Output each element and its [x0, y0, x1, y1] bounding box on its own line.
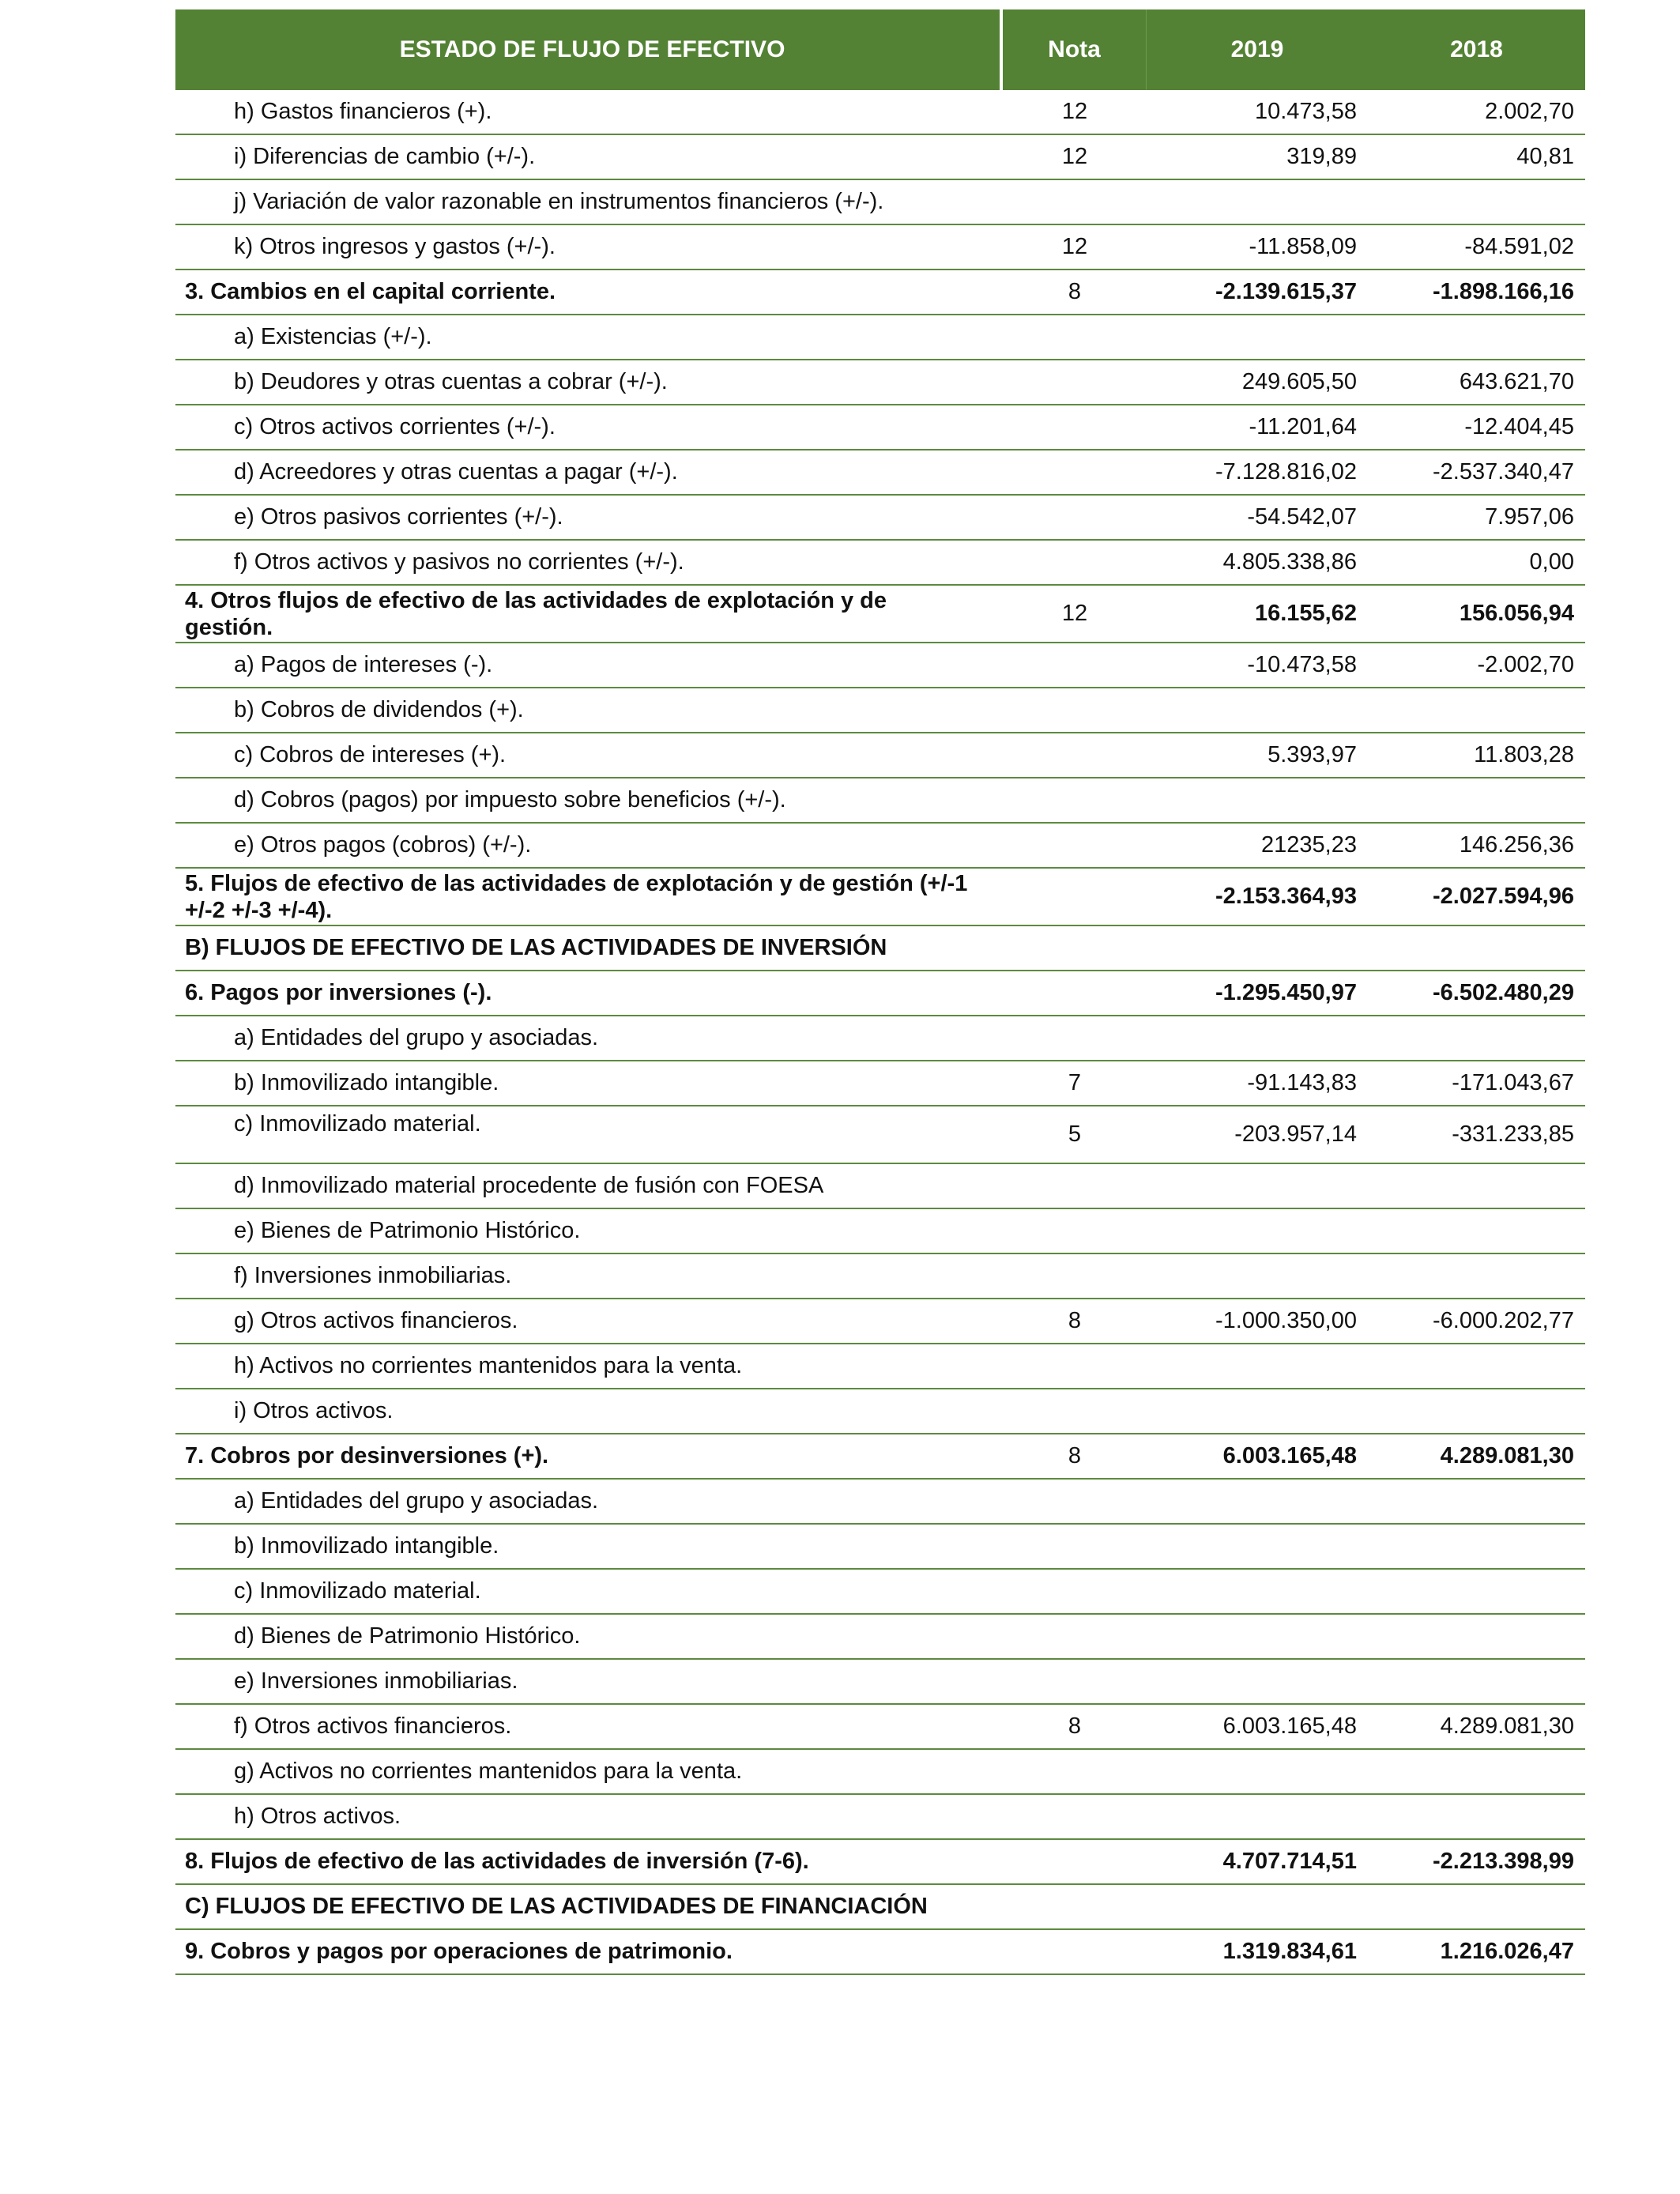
- row-value-2019: -10.473,58: [1247, 652, 1357, 677]
- row-label: b) Deudores y otras cuentas a cobrar (+/-).: [234, 369, 668, 394]
- table-row: [175, 733, 1585, 778]
- row-value-2019: [1147, 1525, 1368, 1568]
- row-label: d) Acreedores y otras cuentas a pagar (+/-).: [234, 459, 678, 484]
- row-nota: 8: [1068, 1443, 1082, 1468]
- row-nota: 7: [1068, 1070, 1082, 1095]
- row-nota: [1003, 450, 1147, 494]
- row-value-2019: -7.128.816,02: [1215, 459, 1357, 484]
- row-value-2018: [1368, 1570, 1585, 1613]
- table-row: [175, 225, 1585, 270]
- table-row: [175, 1480, 1585, 1525]
- row-value-2018: 146.256,36: [1459, 832, 1574, 858]
- row-label: d) Inmovilizado material procedente de fusión con FOESA: [234, 1173, 824, 1198]
- table-row: [175, 1840, 1585, 1885]
- row-label: c) Otros activos corrientes (+/-).: [234, 414, 556, 439]
- row-nota: [1003, 1795, 1147, 1838]
- row-nota: [1003, 180, 1147, 224]
- row-label: h) Activos no corrientes mantenidos para la venta.: [234, 1353, 743, 1378]
- table-row: [175, 1570, 1585, 1615]
- row-value-2019: 16.155,62: [1254, 601, 1357, 626]
- row-value-2018: 4.289.081,30: [1440, 1713, 1574, 1739]
- row-value-2018: -6.502.480,29: [1433, 980, 1574, 1005]
- table-row: [175, 869, 1585, 926]
- header-2018: 2018: [1450, 36, 1503, 62]
- row-value-2019: -1.000.350,00: [1215, 1308, 1357, 1333]
- row-label: g) Otros activos financieros.: [234, 1308, 518, 1333]
- row-nota: [1003, 1254, 1147, 1298]
- table-row: [175, 1209, 1585, 1254]
- table-row: [175, 90, 1585, 135]
- row-nota: [1003, 778, 1147, 822]
- table-row: [175, 1106, 1585, 1164]
- row-label: g) Activos no corrientes mantenidos para la venta.: [234, 1759, 743, 1784]
- row-label: 5. Flujos de efectivo de las actividades de explotación y de gestión (+/-1 +/-2 +/-3 +/-4).: [185, 870, 968, 923]
- row-label: b) Cobros de dividendos (+).: [234, 697, 524, 722]
- row-value-2019: -91.143,83: [1247, 1070, 1357, 1095]
- row-nota: [1003, 1750, 1147, 1793]
- row-label: 3. Cambios en el capital corriente.: [185, 279, 556, 304]
- table-row: [175, 643, 1585, 688]
- row-value-2019: [1147, 688, 1368, 732]
- row-value-2018: 1.216.026,47: [1440, 1939, 1574, 1964]
- row-value-2018: 4.289.081,30: [1440, 1443, 1574, 1468]
- row-value-2018: 2.002,70: [1485, 99, 1574, 124]
- row-nota: 5: [1068, 1122, 1082, 1147]
- row-nota: [1003, 971, 1147, 1015]
- row-label: k) Otros ingresos y gastos (+/-).: [234, 234, 556, 259]
- row-label: i) Diferencias de cambio (+/-).: [234, 144, 536, 169]
- table-row: [175, 541, 1585, 586]
- row-value-2018: [1368, 1525, 1585, 1568]
- row-value-2019: [1147, 1016, 1368, 1060]
- row-nota: 8: [1068, 1713, 1082, 1739]
- row-value-2019: [1147, 315, 1368, 359]
- section-heading: C) FLUJOS DE EFECTIVO DE LAS ACTIVIDADES DE FINANCIACIÓN: [185, 1894, 928, 1919]
- row-label: 8. Flujos de efectivo de las actividades de inversión (7-6).: [185, 1849, 809, 1874]
- row-value-2018: -1.898.166,16: [1433, 279, 1574, 304]
- row-label: e) Inversiones inmobiliarias.: [234, 1668, 518, 1694]
- table-row: [175, 971, 1585, 1016]
- row-label: 7. Cobros por desinversiones (+).: [185, 1443, 549, 1468]
- row-value-2018: [1368, 1016, 1585, 1060]
- row-label: b) Inmovilizado intangible.: [234, 1070, 499, 1095]
- table-row: [175, 1389, 1585, 1434]
- row-nota: [1003, 541, 1147, 584]
- row-label: 6. Pagos por inversiones (-).: [185, 980, 492, 1005]
- row-value-2018: 40,81: [1516, 144, 1574, 169]
- row-label: 4. Otros flujos de efectivo de las actividades de explotación y de gestión.: [185, 587, 887, 640]
- row-value-2019: [1147, 1570, 1368, 1613]
- row-nota: [1003, 1164, 1147, 1208]
- section-heading-row: [175, 926, 1585, 971]
- row-label: 9. Cobros y pagos por operaciones de patrimonio.: [185, 1939, 733, 1964]
- row-value-2018: [1368, 1480, 1585, 1523]
- row-value-2019: [1147, 1480, 1368, 1523]
- row-value-2018: -2.213.398,99: [1433, 1849, 1574, 1874]
- table-row: [175, 405, 1585, 450]
- table-row: [175, 360, 1585, 405]
- row-value-2018: [1368, 180, 1585, 224]
- table-row: [175, 496, 1585, 541]
- table-header: [175, 9, 1585, 90]
- row-value-2018: [1368, 1795, 1585, 1838]
- row-value-2019: -2.153.364,93: [1215, 884, 1357, 909]
- row-value-2018: [1368, 315, 1585, 359]
- row-value-2019: [1147, 1615, 1368, 1658]
- row-value-2018: [1368, 1660, 1585, 1703]
- row-value-2019: 1.319.834,61: [1222, 1939, 1357, 1964]
- row-nota: [1003, 1660, 1147, 1703]
- table-row: [175, 1434, 1585, 1480]
- table-row: [175, 1164, 1585, 1209]
- row-nota: [1003, 1344, 1147, 1388]
- table-row: [175, 1016, 1585, 1061]
- row-nota: [1003, 1840, 1147, 1883]
- section-heading-row: [175, 1885, 1585, 1930]
- row-nota: [1003, 315, 1147, 359]
- row-value-2018: [1368, 778, 1585, 822]
- row-value-2018: [1368, 1254, 1585, 1298]
- row-value-2018: -2.537.340,47: [1433, 459, 1574, 484]
- row-value-2018: [1368, 1389, 1585, 1433]
- row-value-2019: -2.139.615,37: [1215, 279, 1357, 304]
- row-nota: [1003, 360, 1147, 404]
- table-row: [175, 1254, 1585, 1299]
- row-label: j) Variación de valor razonable en instrumentos financieros (+/-).: [234, 189, 884, 214]
- row-label: f) Otros activos financieros.: [234, 1713, 512, 1739]
- table-row: [175, 1660, 1585, 1705]
- row-nota: [1003, 1209, 1147, 1253]
- row-nota: [1003, 869, 1147, 925]
- cash-flow-table: [175, 9, 1585, 1975]
- row-nota: 8: [1068, 1308, 1082, 1333]
- table-row: [175, 1615, 1585, 1660]
- row-nota: [1003, 733, 1147, 777]
- table-row: [175, 824, 1585, 869]
- row-value-2019: 249.605,50: [1241, 369, 1357, 394]
- row-value-2019: -11.858,09: [1249, 234, 1357, 259]
- section-heading: B) FLUJOS DE EFECTIVO DE LAS ACTIVIDADES DE INVERSIÓN: [185, 935, 887, 960]
- table-row: [175, 1525, 1585, 1570]
- row-value-2019: 6.003.165,48: [1222, 1713, 1357, 1739]
- header-title: ESTADO DE FLUJO DE EFECTIVO: [175, 9, 1003, 90]
- row-nota: [1003, 824, 1147, 867]
- table-row: [175, 270, 1585, 315]
- table-row: [175, 315, 1585, 360]
- table-row: [175, 1705, 1585, 1750]
- row-value-2019: 319,89: [1286, 144, 1357, 169]
- row-nota: [1003, 1930, 1147, 1973]
- row-value-2018: [1368, 1164, 1585, 1208]
- row-value-2019: [1147, 1750, 1368, 1793]
- row-value-2018: 0,00: [1529, 549, 1574, 575]
- row-label: a) Entidades del grupo y asociadas.: [234, 1488, 599, 1514]
- row-value-2018: [1368, 688, 1585, 732]
- row-nota: 8: [1068, 279, 1082, 304]
- row-value-2018: 156.056,94: [1459, 601, 1574, 626]
- table-row: [175, 1795, 1585, 1840]
- table-row: [175, 586, 1585, 643]
- row-label: b) Inmovilizado intangible.: [234, 1533, 499, 1559]
- row-nota: 12: [1061, 234, 1088, 259]
- table-row: [175, 180, 1585, 225]
- row-label: c) Inmovilizado material.: [234, 1111, 481, 1137]
- table-row: [175, 1299, 1585, 1344]
- row-nota: [1003, 1016, 1147, 1060]
- row-value-2018: -12.404,45: [1464, 414, 1574, 439]
- row-nota: [1003, 1615, 1147, 1658]
- row-value-2019: 10.473,58: [1254, 99, 1357, 124]
- row-nota: [1003, 1389, 1147, 1433]
- row-value-2019: [1147, 1795, 1368, 1838]
- table-row: [175, 1930, 1585, 1975]
- row-label: a) Pagos de intereses (-).: [234, 652, 493, 677]
- row-label: f) Otros activos y pasivos no corrientes (+/-).: [234, 549, 684, 575]
- table-row: [175, 1061, 1585, 1106]
- row-nota: [1003, 1570, 1147, 1613]
- row-value-2019: 4.805.338,86: [1222, 549, 1357, 575]
- row-label: a) Existencias (+/-).: [234, 324, 432, 349]
- header-nota: Nota: [1003, 9, 1147, 90]
- row-value-2019: [1147, 1344, 1368, 1388]
- table-row: [175, 450, 1585, 496]
- row-value-2019: 4.707.714,51: [1222, 1849, 1357, 1874]
- row-label: c) Cobros de intereses (+).: [234, 742, 507, 767]
- row-value-2018: 643.621,70: [1459, 369, 1574, 394]
- row-value-2019: [1147, 1164, 1368, 1208]
- table-row: [175, 778, 1585, 824]
- row-value-2018: [1368, 1344, 1585, 1388]
- row-value-2018: -331.233,85: [1452, 1122, 1574, 1147]
- row-label: e) Otros pagos (cobros) (+/-).: [234, 832, 532, 858]
- row-value-2018: [1368, 1209, 1585, 1253]
- row-value-2019: [1147, 180, 1368, 224]
- row-nota: [1003, 1480, 1147, 1523]
- row-value-2018: -2.002,70: [1477, 652, 1574, 677]
- row-value-2019: [1147, 778, 1368, 822]
- row-label: e) Otros pasivos corrientes (+/-).: [234, 504, 563, 530]
- row-label: h) Otros activos.: [234, 1804, 401, 1829]
- row-nota: 12: [1061, 144, 1088, 169]
- row-value-2018: -171.043,67: [1452, 1070, 1574, 1095]
- row-value-2018: [1368, 1615, 1585, 1658]
- row-nota: [1003, 643, 1147, 687]
- row-label: d) Cobros (pagos) por impuesto sobre beneficios (+/-).: [234, 787, 786, 812]
- row-value-2019: 21235,23: [1261, 832, 1357, 858]
- row-value-2019: -54.542,07: [1247, 504, 1357, 530]
- row-value-2019: [1147, 1254, 1368, 1298]
- row-label: c) Inmovilizado material.: [234, 1578, 481, 1604]
- table-row: [175, 1750, 1585, 1795]
- row-value-2019: 5.393,97: [1268, 742, 1357, 767]
- row-label: h) Gastos financieros (+).: [234, 99, 492, 124]
- row-value-2018: -84.591,02: [1464, 234, 1574, 259]
- row-value-2019: [1147, 1389, 1368, 1433]
- row-value-2018: 11.803,28: [1474, 742, 1574, 767]
- row-value-2018: -2.027.594,96: [1433, 884, 1574, 909]
- table-row: [175, 688, 1585, 733]
- row-value-2018: -6.000.202,77: [1433, 1308, 1574, 1333]
- row-nota: 12: [1061, 601, 1088, 626]
- row-value-2019: [1147, 1209, 1368, 1253]
- table-row: [175, 135, 1585, 180]
- row-value-2019: 6.003.165,48: [1222, 1443, 1357, 1468]
- row-value-2019: [1147, 1660, 1368, 1703]
- row-label: e) Bienes de Patrimonio Histórico.: [234, 1218, 581, 1243]
- row-value-2019: -203.957,14: [1234, 1122, 1357, 1147]
- row-label: f) Inversiones inmobiliarias.: [234, 1263, 512, 1288]
- row-value-2019: -1.295.450,97: [1215, 980, 1357, 1005]
- row-nota: [1003, 688, 1147, 732]
- row-label: i) Otros activos.: [234, 1398, 394, 1423]
- row-value-2018: [1368, 1750, 1585, 1793]
- row-nota: 12: [1061, 99, 1088, 124]
- header-2019: 2019: [1230, 36, 1284, 62]
- table-row: [175, 1344, 1585, 1389]
- row-label: a) Entidades del grupo y asociadas.: [234, 1025, 599, 1050]
- row-nota: [1003, 1525, 1147, 1568]
- row-value-2019: -11.201,64: [1249, 414, 1357, 439]
- row-value-2018: 7.957,06: [1485, 504, 1574, 530]
- row-nota: [1003, 405, 1147, 449]
- row-label: d) Bienes de Patrimonio Histórico.: [234, 1623, 581, 1649]
- row-nota: [1003, 496, 1147, 539]
